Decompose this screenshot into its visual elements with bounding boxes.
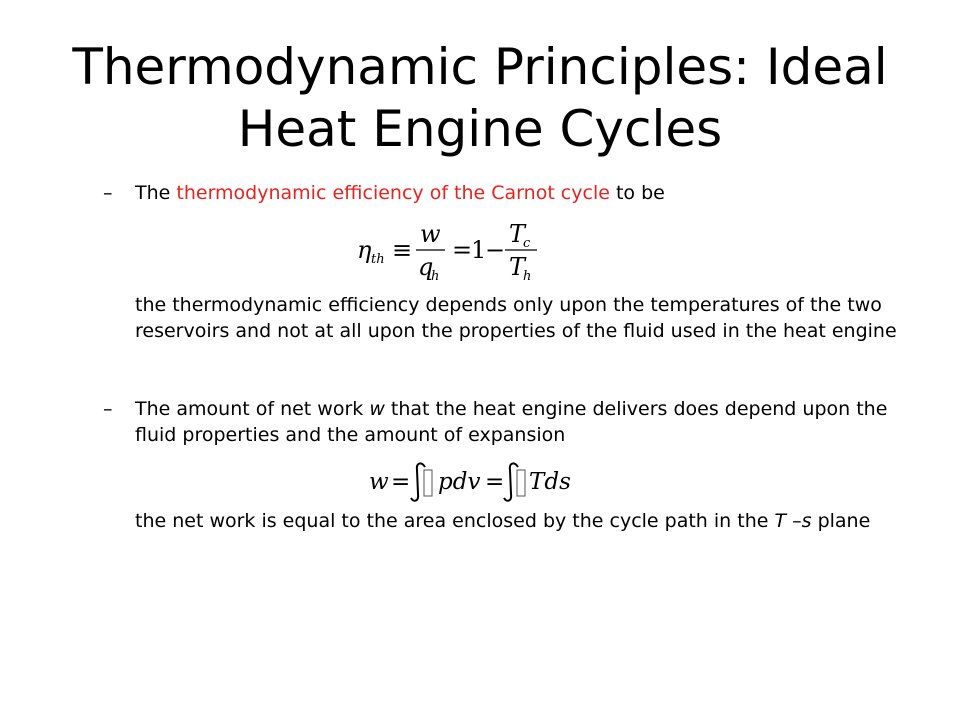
bullet-dash: – bbox=[103, 182, 113, 204]
bullet-carnot-efficiency bbox=[103, 180, 903, 206]
variable-T: T bbox=[774, 510, 787, 532]
eq-equiv: ≡ bbox=[392, 236, 413, 264]
eq-minus: − bbox=[485, 236, 506, 264]
eq-frac1-den: q bbox=[418, 253, 434, 281]
eq-frac2-num: T bbox=[509, 220, 526, 248]
eq-frac1-num: w bbox=[420, 220, 441, 248]
eq2-integrand-1: pdv bbox=[438, 469, 481, 495]
variable-s: s bbox=[801, 510, 812, 532]
para2-text-pre: the net work is equal to the area enclosed by the cycle path in the bbox=[135, 510, 775, 532]
bullet-text-post: that the heat engine delivers does depend upon the fluid properties and the amount of expansion bbox=[135, 398, 888, 446]
paragraph-efficiency-note: the thermodynamic efficiency depends only upon the temperatures of the two reservoirs and not at all upon the properties of the fluid used in the heat engine bbox=[135, 294, 897, 342]
eq2-integrand-2: Tds bbox=[529, 469, 571, 495]
title-line-1: Thermodynamic Principles: Ideal bbox=[72, 38, 888, 96]
eq-eta-sub: th bbox=[371, 252, 385, 267]
bullet-text bbox=[135, 396, 903, 448]
bullet-net-work bbox=[103, 396, 903, 448]
bullet-text-post: to be bbox=[609, 182, 665, 204]
integral-sign-1-icon bbox=[411, 463, 425, 500]
paragraph-net-work-area bbox=[135, 508, 910, 534]
eq-one: 1 bbox=[471, 236, 487, 264]
placeholder-box-1-icon bbox=[424, 470, 432, 496]
bullet-text-pre: The amount of net work bbox=[135, 398, 370, 420]
eq-frac1-den-sub: h bbox=[431, 269, 440, 284]
eq-equals: = bbox=[452, 236, 473, 264]
bullet-text-pre: The bbox=[135, 182, 177, 204]
eq-frac2-num-sub: c bbox=[523, 236, 531, 251]
eq-frac2-den-sub: h bbox=[523, 269, 532, 284]
slide-title bbox=[60, 36, 900, 160]
bullet-text bbox=[135, 180, 903, 206]
eq2-equals-2: = bbox=[485, 469, 505, 495]
eq2-w: w bbox=[369, 469, 389, 495]
eq-frac2-den: T bbox=[509, 253, 526, 281]
integral-sign-2-icon bbox=[504, 463, 518, 500]
bullet-dash: – bbox=[103, 398, 113, 420]
work-equation bbox=[365, 458, 575, 506]
para2-text-mid: – bbox=[786, 510, 802, 532]
placeholder-box-2-icon bbox=[517, 470, 525, 496]
para2-text-post: plane bbox=[811, 510, 871, 532]
highlighted-phrase: thermodynamic efficiency of the Carnot cycle bbox=[176, 182, 610, 204]
title-line-2: Heat Engine Cycles bbox=[237, 100, 723, 158]
variable-w: w bbox=[369, 398, 385, 420]
eq2-equals-1: = bbox=[391, 469, 411, 495]
eq-eta: η bbox=[357, 236, 372, 264]
efficiency-equation bbox=[355, 212, 555, 286]
